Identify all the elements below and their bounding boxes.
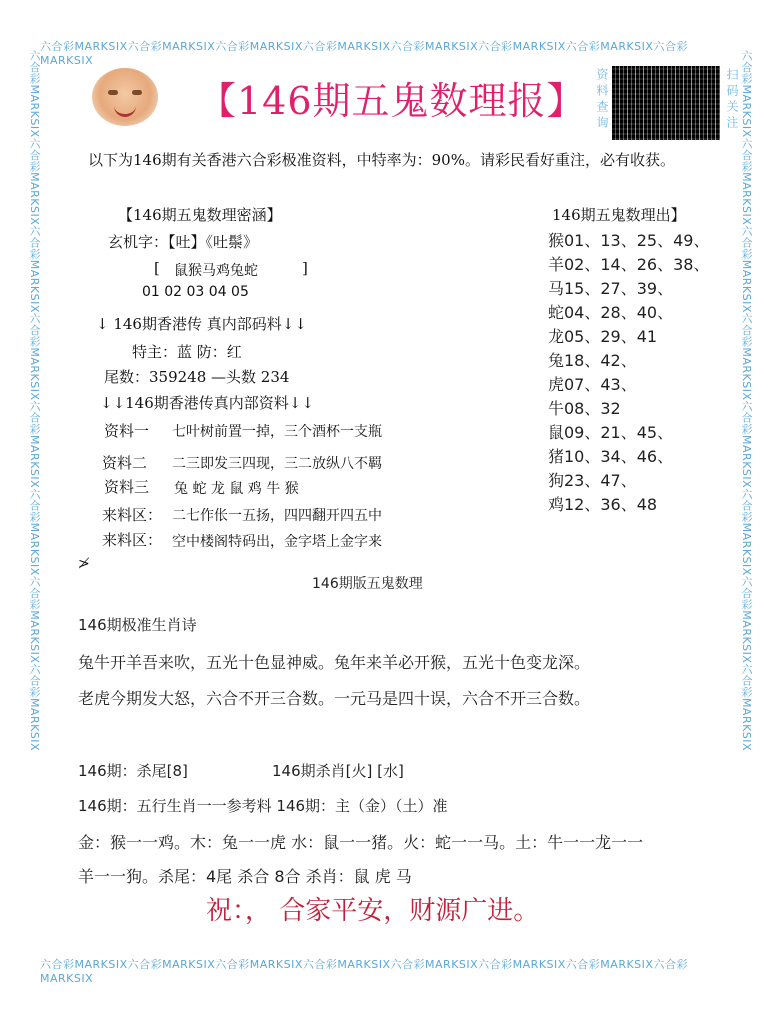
zodiac-number-row: 虎07、43、 [548, 375, 637, 394]
ziliao3-text: 兔 蛇 龙 鼠 鸡 牛 猴 [174, 481, 299, 497]
qr-side-left-text: 资料查询 [595, 68, 609, 132]
watermark-left: 六合彩MARKSIX六合彩MARKSIX六合彩MARKSIX六合彩MARKSIX六合彩MARKSIX六合彩MARKSIX六合彩MARKSIX六合彩MARKSIX [28, 50, 41, 752]
zodiac-bracket-close: ] [302, 259, 308, 277]
xuanji-text: 玄机字：【吐】《吐鬃》 [108, 233, 259, 251]
ziliao3-label: 资料三 [104, 478, 150, 496]
zodiac-number-row: 鼠09、21、45、 [548, 423, 674, 442]
kill-tail: 146期：杀尾[8] [78, 762, 188, 780]
hk-heading: ↓ 146期香港传 真内部码料↓↓ [96, 315, 307, 333]
intro-text: 以下为146期有关香港六合彩极准资料，中特率为：90%。请彩民看好重注，必有收获。 [88, 151, 675, 169]
zodiac-number-row: 蛇04、28、40、 [548, 303, 674, 322]
qr-side-right-text: 扫码关注 [725, 68, 739, 132]
laiyuan2-text: 空中楼阁特码出，金字塔上金字来 [172, 534, 382, 550]
zodiac-text: 鼠猴马鸡兔蛇 [174, 263, 258, 279]
numbers-text: 01 02 03 04 05 [142, 284, 249, 300]
element-line-2: 羊一一狗。杀尾：4尾 杀合 8合 杀肖：鼠 虎 马 [78, 867, 412, 886]
laiyuan1-text: 二七作伥一五扬，四四翻开四五中 [172, 508, 382, 524]
zodiac-number-row: 马15、27、39、 [548, 279, 674, 298]
ziliao1-label: 资料一 [104, 422, 150, 440]
right-heading: 146期五鬼数理出】 [552, 206, 686, 224]
zodiac-number-row: 鸡12、36、48 [548, 495, 658, 514]
ziliao2-label: 资料二 [102, 454, 148, 472]
zodiac-number-row: 龙05、29、41 [548, 327, 658, 346]
laiyuan2-label: 来料区： [102, 531, 163, 549]
watermark-bottom: 六合彩MARKSIX六合彩MARKSIX六合彩MARKSIX六合彩MARKSIX六合彩MARKSIX六合彩MARKSIX六合彩MARKSIX六合彩MARKSIX [40, 958, 688, 985]
wuxing-line: 146期：五行生肖一一参考料 146期：主（金）（土）准 [78, 797, 448, 815]
element-line-1: 金：猴一一鸡。木：兔一一虎 水：鼠一一猪。火：蛇一一马。土：牛一一龙一一 [78, 833, 644, 852]
poem-title: 146期极准生肖诗 [78, 616, 197, 634]
weishu-text: 尾数：359248 —头数 234 [104, 368, 290, 386]
watermark-right: 六合彩MARKSIX六合彩MARKSIX六合彩MARKSIX六合彩MARKSIX六合彩MARKSIX六合彩MARKSIX六合彩MARKSIX六合彩MARKSIX [740, 50, 753, 752]
zodiac-number-row: 狗23、47、 [548, 471, 637, 490]
qr-code-image [612, 66, 720, 140]
ziliao1-text: 七叶树前置一掉，三个酒杯一支瓶 [172, 424, 382, 440]
poem-line-2: 老虎今期发大怒，六合不开三合数。一元马是四十误，六合不开三合数。 [78, 689, 591, 708]
stray-mark: ≯ [78, 556, 90, 572]
zodiac-number-row: 猴01、13、25、49、 [548, 231, 710, 250]
zodiac-number-row: 牛08、32 [548, 399, 621, 418]
left-heading: 【146期五鬼数理密涵】 [118, 206, 282, 224]
mascot-face-image [92, 68, 158, 126]
zodiac-number-row: 羊02、14、26、38、 [548, 255, 710, 274]
zodiac-number-row: 兔18、42、 [548, 351, 637, 370]
laiyuan1-label: 来料区： [102, 506, 163, 524]
kill-zodiac: 146期杀肖[火] [水] [272, 762, 404, 780]
watermark-top: 六合彩MARKSIX六合彩MARKSIX六合彩MARKSIX六合彩MARKSIX六合彩MARKSIX六合彩MARKSIX六合彩MARKSIX六合彩MARKSIX [40, 40, 688, 67]
zodiac-number-row: 猪10、34、46、 [548, 447, 674, 466]
blessing-text: 祝：， 合家平安，财源广进。 [206, 896, 540, 926]
zodiac-bracket-open: [ [154, 259, 160, 277]
page-title: 【146期五鬼数理报】 [198, 79, 586, 123]
tezhu-text: 特主：蓝 防：红 [132, 343, 242, 361]
poem-line-1: 兔牛开羊吾来吹，五光十色显神威。兔年来羊必开猴，五光十色变龙深。 [78, 653, 591, 672]
center-caption: 146期版五鬼数理 [312, 576, 423, 592]
hk-heading-2: ↓↓146期香港传真内部资料↓↓ [100, 394, 314, 412]
ziliao2-text: 二三即发三四现，三二放纵八不羁 [172, 456, 382, 472]
